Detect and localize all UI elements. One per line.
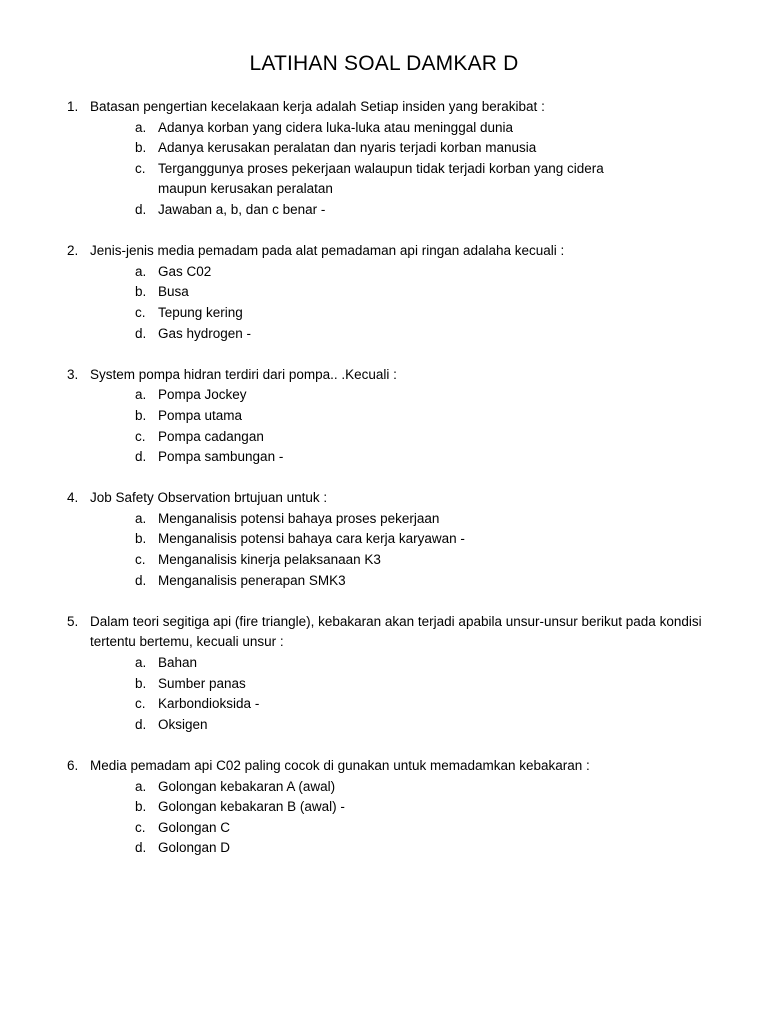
option-item	[67, 324, 727, 345]
option-text: Golongan kebakaran A (awal)	[158, 778, 336, 794]
option-item	[67, 777, 727, 798]
question-number: 6.	[67, 758, 79, 773]
question-text: System pompa hidran terdiri dari pompa.. .Kecuali :	[90, 366, 397, 382]
option-text: Pompa sambungan -	[158, 449, 284, 465]
option-letter: c.	[135, 304, 146, 320]
option-text: Busa	[158, 284, 189, 300]
question-text: Media pemadam api C02 paling cocok di gunakan untuk memadamkan kebakaran :	[90, 758, 590, 773]
option-text: Bahan	[158, 655, 198, 671]
option-letter: d.	[135, 572, 147, 588]
option-list	[67, 385, 727, 467]
option-item	[67, 674, 727, 695]
option-item	[67, 509, 727, 530]
option-item	[67, 550, 727, 571]
option-letter: a.	[135, 387, 147, 403]
option-item	[67, 715, 727, 736]
option-letter: d.	[135, 449, 147, 465]
option-text: Tepung kering	[158, 304, 243, 320]
option-text: Menganalisis kinerja pelaksanaan K3	[158, 552, 381, 568]
option-letter: c.	[135, 696, 146, 712]
option-letter: a.	[135, 655, 147, 671]
option-text: Adanya korban yang cidera luka-luka atau meninggal dunia	[158, 119, 513, 135]
option-letter: b.	[135, 675, 147, 691]
option-text: Menganalisis potensi bahaya proses pekerjaan	[158, 510, 440, 526]
option-item	[67, 653, 727, 674]
question-text: Job Safety Observation brtujuan untuk :	[90, 490, 328, 506]
option-item	[67, 571, 727, 592]
option-letter: d.	[135, 840, 147, 856]
option-letter: b.	[135, 799, 147, 815]
option-text: Pompa Jockey	[158, 387, 247, 403]
option-item	[67, 694, 727, 715]
question-6	[67, 756, 727, 859]
option-text: Menganalisis penerapan SMK3	[158, 572, 346, 588]
question-1	[67, 97, 727, 221]
option-text: Golongan C	[158, 819, 231, 835]
option-letter: a.	[135, 778, 147, 794]
option-list	[67, 118, 727, 221]
option-list	[67, 509, 727, 591]
option-letter: b.	[135, 140, 147, 156]
option-item	[67, 818, 727, 839]
option-text: Gas C02	[158, 263, 212, 279]
option-text: Oksigen	[158, 716, 208, 732]
question-number: 2.	[67, 243, 79, 259]
option-list	[67, 262, 727, 344]
option-item	[67, 262, 727, 283]
question-2	[67, 241, 727, 344]
option-text: Terganggunya proses pekerjaan walaupun tidak terjadi korban yang cidera maupun kerusakan peralatan	[158, 160, 604, 197]
question-number: 4.	[67, 490, 79, 506]
option-letter: c.	[135, 819, 146, 835]
option-list	[67, 653, 727, 735]
question-text: Batasan pengertian kecelakaan kerja adalah Setiap insiden yang berakibat :	[90, 99, 545, 114]
question-list	[67, 97, 727, 880]
question-3	[67, 365, 727, 468]
option-letter: a.	[135, 119, 147, 135]
option-letter: a.	[135, 263, 147, 279]
option-letter: c.	[135, 552, 146, 568]
option-letter: d.	[135, 201, 147, 217]
question-text: Dalam teori segitiga api (fire triangle), kebakaran akan terjadi apabila unsur-unsur berikut pada kondisi tertentu bertemu, kecuali unsur :	[90, 613, 702, 650]
option-letter: c.	[135, 160, 146, 176]
question-5	[67, 612, 727, 736]
option-text: Adanya kerusakan peralatan dan nyaris terjadi korban manusia	[158, 140, 537, 156]
option-item	[67, 838, 727, 859]
option-item	[67, 200, 727, 221]
option-item	[67, 406, 727, 427]
option-text: Golongan kebakaran B (awal) -	[158, 799, 345, 815]
option-item	[67, 529, 727, 550]
option-letter: d.	[135, 325, 147, 341]
option-text: Menganalisis potensi bahaya cara kerja karyawan -	[158, 531, 465, 547]
option-letter: b.	[135, 407, 147, 423]
question-number: 1.	[67, 99, 79, 114]
option-item	[67, 159, 727, 200]
option-letter: a.	[135, 510, 147, 526]
option-item	[67, 138, 727, 159]
option-text: Pompa utama	[158, 407, 243, 423]
option-text: Pompa cadangan	[158, 428, 264, 444]
option-item	[67, 385, 727, 406]
option-letter: d.	[135, 716, 147, 732]
option-text: Golongan D	[158, 840, 231, 856]
document-title: LATIHAN SOAL DAMKAR D	[249, 52, 519, 75]
option-text: Gas hydrogen -	[158, 325, 252, 341]
question-number: 3.	[67, 366, 79, 382]
question-text: Jenis-jenis media pemadam pada alat pemadaman api ringan adalaha kecuali :	[90, 243, 565, 259]
option-text: Karbondioksida -	[158, 696, 260, 712]
option-item	[67, 447, 727, 468]
question-number: 5.	[67, 613, 79, 629]
option-item	[67, 303, 727, 324]
option-text: Sumber panas	[158, 675, 246, 691]
option-letter: c.	[135, 428, 146, 444]
option-text: Jawaban a, b, dan c benar -	[158, 201, 326, 217]
option-item	[67, 282, 727, 303]
option-item	[67, 797, 727, 818]
option-letter: b.	[135, 531, 147, 547]
option-letter: b.	[135, 284, 147, 300]
option-item	[67, 118, 727, 139]
question-4	[67, 488, 727, 591]
option-item	[67, 427, 727, 448]
option-list	[67, 777, 727, 859]
